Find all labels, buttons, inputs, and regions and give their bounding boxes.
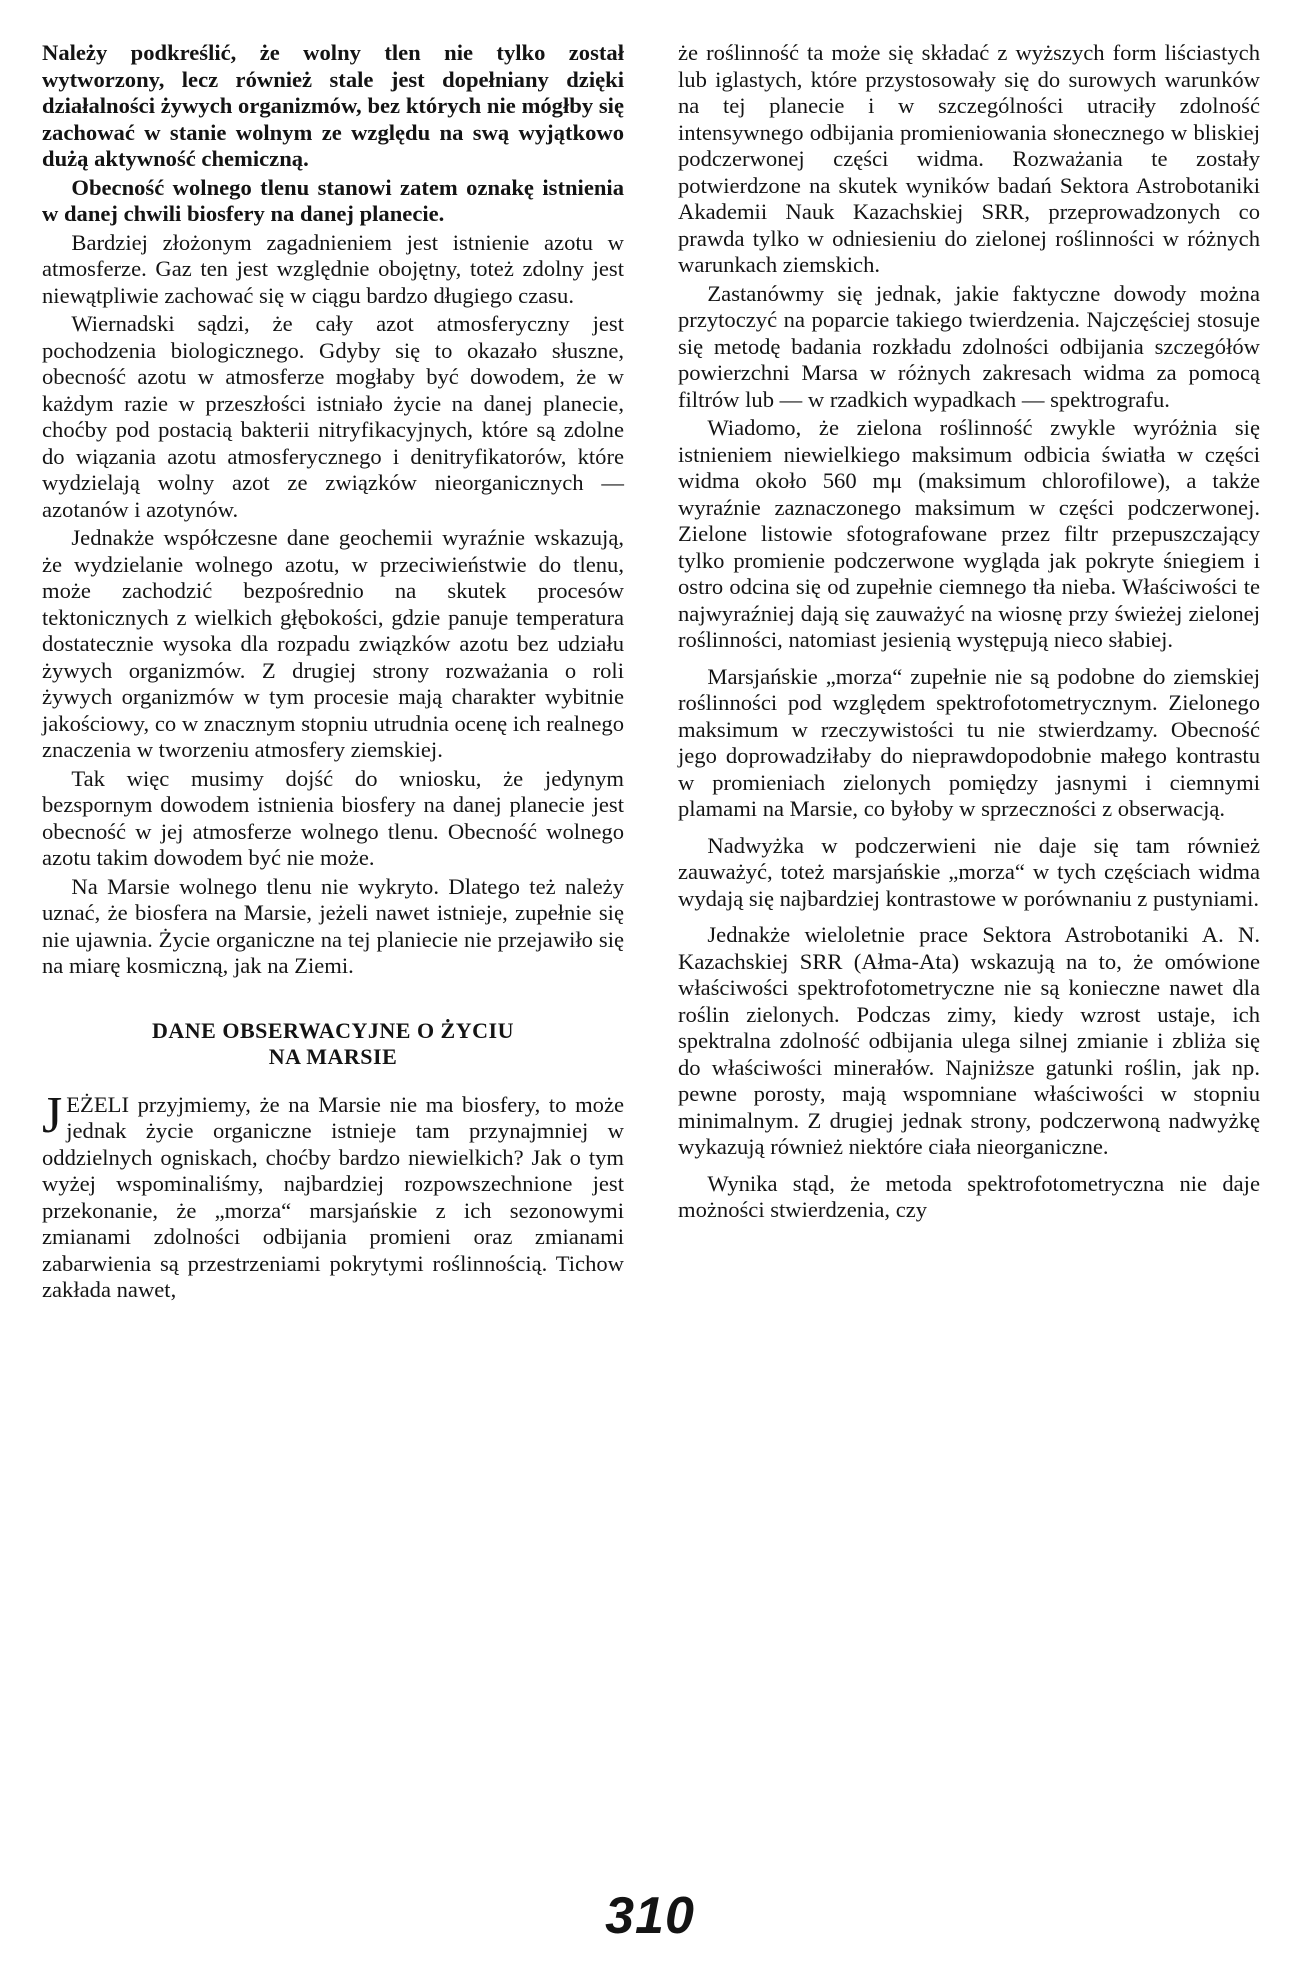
page-number: 310 bbox=[605, 1887, 695, 1945]
paragraph-with-dropcap bbox=[42, 1086, 624, 1304]
paragraph: Marsjańskie „morza“ zupełnie nie są podobne do ziemskiej roślinności pod względem spektrofotometrycznym. Zielonego maksimum w rzeczywistości tu nie stwierdzamy. Obecność jego doprowadziłaby do nieprawdopodobnie małego kontrastu w promieniach zielonych pomiędzy jasnymi i ciemnymi plamami na Marsie, co byłoby w sprzeczności z obserwacją. bbox=[678, 663, 1260, 821]
section-heading-line: DANE OBSERWACYJNE O ŻYCIU bbox=[152, 1017, 514, 1043]
paragraph: Tak więc musimy dojść do wniosku, że jedynym bezspornym dowodem istnienia biosfery na danej planecie jest obecność w jej atmosferze wolnego tlenu. Obecność wolnego azotu takim dowodem być nie może. bbox=[42, 765, 624, 870]
paragraph: Bardziej złożonym zagadnieniem jest istnienie azotu w atmosferze. Gaz ten jest względnie obojętny, toteż zdolny jest niewątpliwie zachować się w ciągu bardzo długiego czasu. bbox=[42, 229, 624, 308]
paragraph: Jednakże wieloletnie prace Sektora Astrobotaniki A. N. Kazachskiej SRR (Ałma-Ata) wskazują na to, że omówione właściwości spektrofotometryczne nie są konieczne nawet dla roślin zielonych. Podczas zimy, kiedy wzrost ustaje, ich spektralna zdolność odbijania ulega silnej zmianie i zbliża się do właściwości minerałów. Najniższe gatunki roślin, jak np. pewne porosty, mają wspomniane właściwości w stopniu minimalnym. Z drugiej jednak strony, podczerwoną nadwyżkę wykazują również niektóre ciała nieorganiczne. bbox=[678, 922, 1260, 1159]
paragraph-text: EŻELI przyjmiemy, że na Marsie nie ma biosfery, to może jednak życie organiczne istnieje tam przynajmniej w oddzielnych ogniskach, choćby bardzo niewielkich? Jak o tym wyżej wspominaliśmy, najbardziej rozpowszechnione jest przekonanie, że „morza“ marsjańskie z ich sezonowymi zmianami zdolności odbijania promieni oraz zmianami zabarwienia są przestrzeniami pokrytymi roślinnością. Tichow zakłada nawet, bbox=[42, 1091, 624, 1302]
paragraph: że roślinność ta może się składać z wyższych form liściastych lub iglastych, które przystosowały się do surowych warunków na tej planecie i w szczególności utraciły zdolność intensywnego odbijania promieniowania słonecznego w bliskiej podczerwonej części widma. Rozważania te zostały potwierdzone na skutek wyników badań Sektora Astrobotaniki Akademii Nauk Kazachskiej SRR, przeprowadzonych co prawda tylko w odniesieniu do zielonej roślinności w różnych warunkach ziemskich. bbox=[678, 40, 1260, 277]
paragraph: Nadwyżka w podczerwieni nie daje się tam również zauważyć, toteż marsjańskie „morza“ w tych częściach widma wydają się najbardziej kontrastowe w porównaniu z pustyniami. bbox=[678, 832, 1260, 911]
right-column bbox=[678, 40, 1260, 1226]
paragraph: Wiadomo, że zielona roślinność zwykle wyróżnia się istnieniem niewielkiego maksimum odbicia światła w części widma około 560 mμ (maksimum chlorofilowe), a także wyraźnie zaznaczonego maksimum w części podczerwonej. Zielone listowie sfotografowane przez filtr przepuszczający tylko promienie podczerwone wygląda jak pokryte śniegiem i ostro odcina się od zupełnie ciemnego tła nieba. Właściwości te najwyraźniej dają się zauważyć na wiosnę przy świeżej zielonej roślinności, natomiast jesienią występują nieco słabiej. bbox=[678, 415, 1260, 652]
drop-cap-letter: J bbox=[42, 1086, 63, 1144]
paragraph: Należy podkreślić, że wolny tlen nie tylko został wytworzony, lecz również stale jest dopełniany dzięki działalności żywych organizmów, bez których nie mógłby się zachować w stanie wolnym ze względu na swą wyjątkowo dużą aktywność chemiczną. bbox=[42, 40, 624, 171]
left-column bbox=[42, 40, 624, 1306]
paragraph: Wynika stąd, że metoda spektrofotometryczna nie daje możności stwierdzenia, czy bbox=[678, 1170, 1260, 1222]
paragraph: Zastanówmy się jednak, jakie faktyczne dowody można przytoczyć na poparcie takiego twierdzenia. Najczęściej stosuje się metodę badania rozkładu zdolności odbijania szczegółów powierzchni Marsa w różnych zakresach widma za pomocą filtrów lub — w rzadkich wypadkach — spektrografu. bbox=[678, 280, 1260, 412]
section-heading-line: NA MARSIE bbox=[268, 1043, 398, 1069]
paragraph: Obecność wolnego tlenu stanowi zatem oznakę istnienia w danej chwili biosfery na danej planecie. bbox=[42, 174, 624, 226]
book-page bbox=[42, 40, 1260, 1945]
paragraph: Na Marsie wolnego tlenu nie wykryto. Dlatego też należy uznać, że biosfera na Marsie, jeżeli nawet istnieje, zupełnie się nie ujawnia. Życie organiczne na tej planiecie nie przejawiło się na miarę kosmiczną, jak na Ziemi. bbox=[42, 873, 624, 978]
section-heading bbox=[42, 1018, 624, 1070]
paragraph: Wiernadski sądzi, że cały azot atmosferyczny jest pochodzenia biologicznego. Gdyby się to okazało słuszne, obecność azotu w atmosferze mogłaby być dowodem, że w każdym razie w przeszłości istniało życie na danej planecie, choćby pod postacią bakterii nitryfikacyjnych, które są zdolne do wiązania azotu atmosferycznego i denitryfikatorów, które wydzielają wolny azot ze związków nieorganicznych — azotanów i azotynów. bbox=[42, 311, 624, 522]
paragraph: Jednakże współczesne dane geochemii wyraźnie wskazują, że wydzielanie wolnego azotu, w przeciwieństwie do tlenu, może zachodzić bezpośrednio na skutek procesów tektonicznych z wielkich głębokości, gdzie panuje temperatura dostatecznie wysoka dla rozpadu związków azotu bez udziału żywych organizmów. Z drugiej strony rozważania o roli żywych organizmów w tym procesie mają charakter wybitnie jakościowy, co w znacznym stopniu utrudnia ocenę ich realnego znaczenia w tworzeniu atmosfery ziemskiej. bbox=[42, 525, 624, 762]
